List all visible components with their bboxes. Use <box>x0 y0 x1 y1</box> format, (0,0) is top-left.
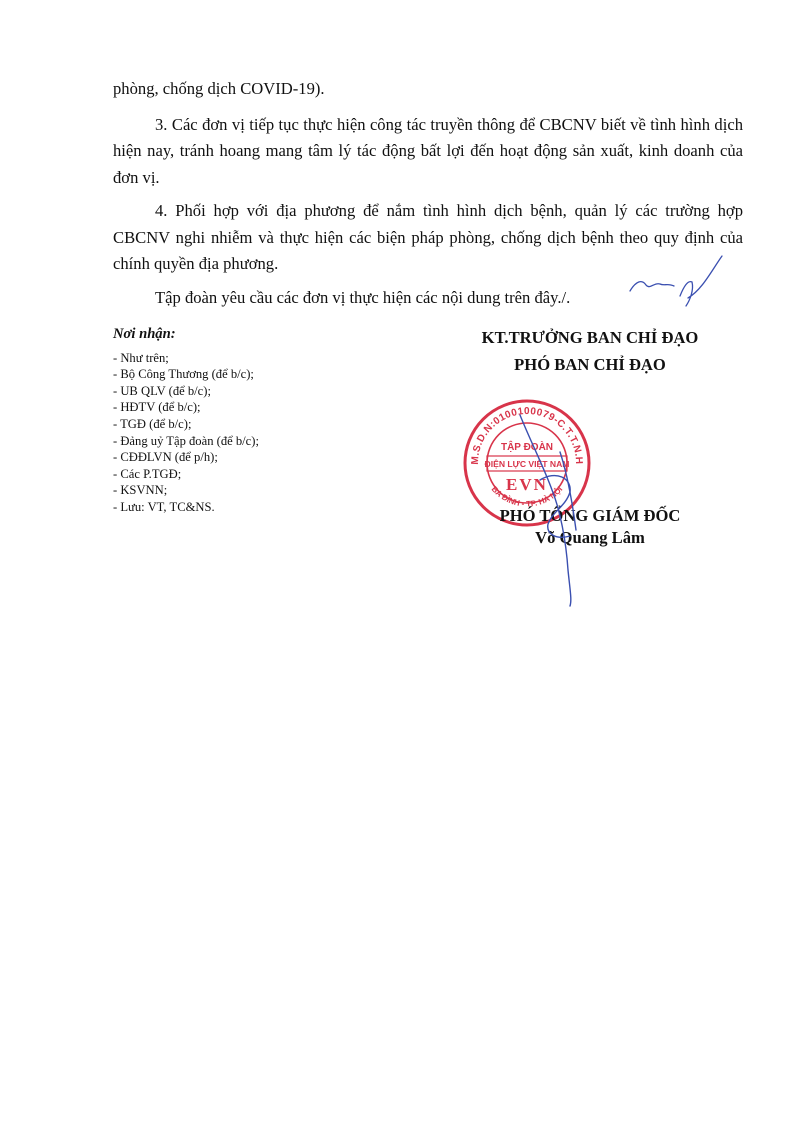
recipient-item: - Lưu: VT, TC&NS. <box>113 499 215 514</box>
recipient-item: - CĐĐLVN (để p/h); <box>113 450 218 465</box>
signer-title: PHÓ TỔNG GIÁM ĐỐC <box>499 506 681 525</box>
seal-bottom-text: BA ĐÌNH - TP. HÀ NỘI <box>489 484 565 509</box>
paragraph-3: 3. Các đơn vị tiếp tục thực hiện công tác truyền thông để CBCNV biết về tình hình dịch hiện nay, tránh hoang mang tâm lý tác động bất lợi đến hoạt động sản xuất, kinh doanh của đơn vị. <box>113 114 743 187</box>
recipient-item: - Bộ Công Thương (để b/c); <box>113 367 254 382</box>
seal-ring-text: M.S.D.N:0100100079-C.T.T.N.H <box>469 405 585 465</box>
recipient-item: - Như trên; <box>113 350 169 365</box>
recipient-item: - UB QLV (để b/c); <box>113 383 211 398</box>
signer-authority-line: KT.TRƯỞNG BAN CHỈ ĐẠO <box>481 328 699 347</box>
paragraph-continuation: phòng, chống dịch COVID-19). <box>113 79 325 98</box>
seal-line-3: EVN <box>506 475 548 494</box>
recipient-item: - Các P.TGĐ; <box>113 466 182 481</box>
recipient-item: - TGĐ (để b/c); <box>113 416 192 431</box>
signer-position-line: PHÓ BAN CHỈ ĐẠO <box>514 355 666 374</box>
recipient-item: - Đảng uỷ Tập đoàn (để b/c); <box>113 433 259 448</box>
recipients-list <box>113 350 443 516</box>
recipient-item: - KSVNN; <box>113 483 168 498</box>
seal-line-1: TẬP ĐOÀN <box>500 442 554 453</box>
seal-line-2: ĐIỆN LỰC VIỆT NAM <box>484 459 570 469</box>
recipient-item: - HĐTV (để b/c); <box>113 400 201 415</box>
closing-sentence: Tập đoàn yêu cầu các đơn vị thực hiện các nội dung trên đây./. <box>155 287 571 307</box>
recipients-block <box>113 326 443 516</box>
signer-name: Võ Quang Lâm <box>535 528 645 547</box>
signer-block <box>440 324 740 378</box>
document-body <box>113 76 743 318</box>
paragraph-4: 4. Phối hợp với địa phương để nắm tình hình dịch bệnh, quản lý các trường hợp CBCNV nghi nhiễm và thực hiện các biện pháp phòng, chống dịch bệnh theo quy định của chính quyền địa phương. <box>113 201 743 273</box>
recipients-heading: Nơi nhận: <box>113 326 176 342</box>
